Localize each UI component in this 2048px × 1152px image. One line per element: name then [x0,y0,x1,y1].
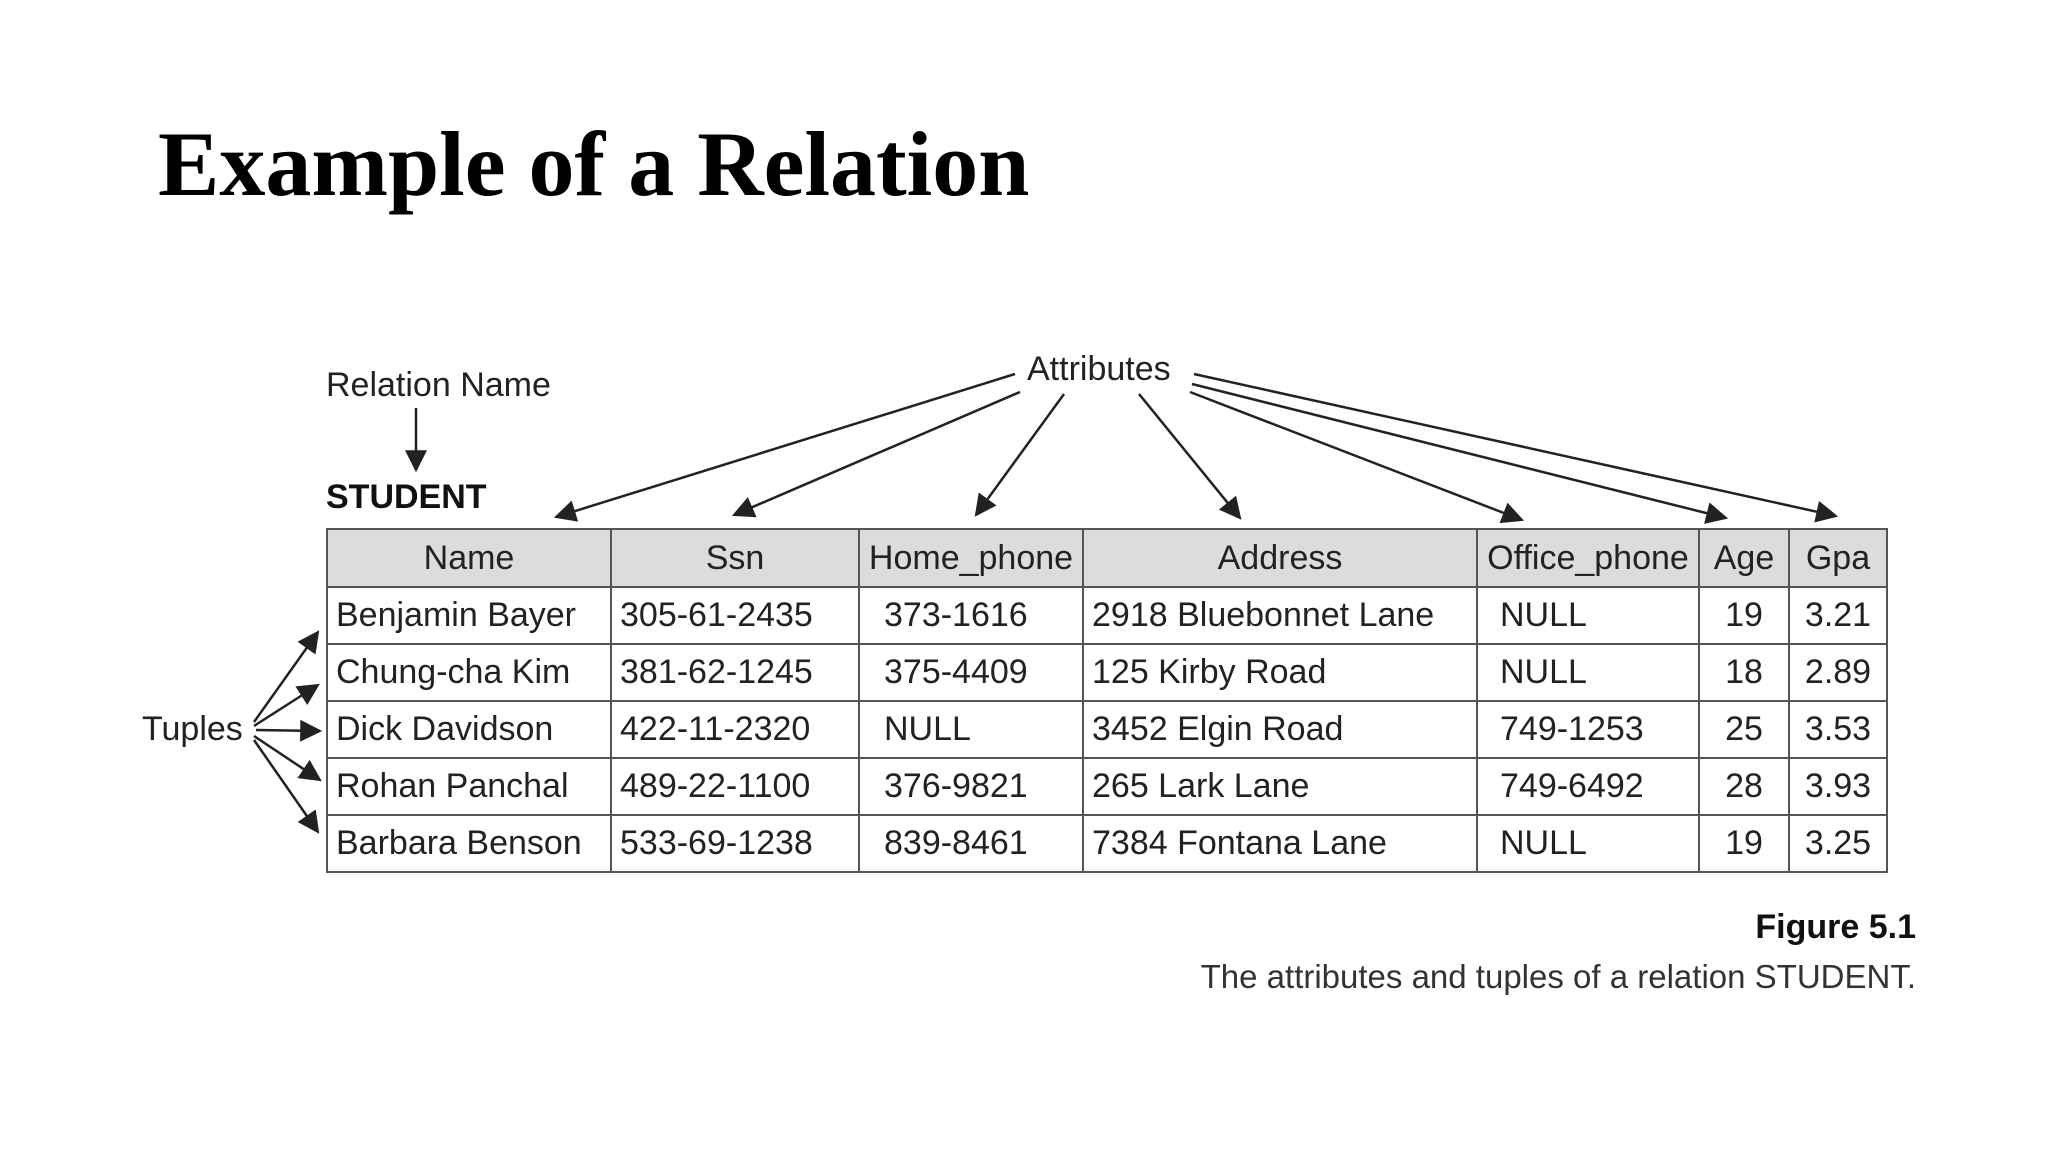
cell-home-phone: 839-8461 [859,815,1083,872]
column-header-office-phone: Office_phone [1477,529,1699,587]
cell-address: 265 Lark Lane [1083,758,1477,815]
cell-age: 25 [1699,701,1789,758]
cell-office-phone: NULL [1477,587,1699,644]
cell-address: 3452 Elgin Road [1083,701,1477,758]
cell-age: 18 [1699,644,1789,701]
cell-home-phone: 373-1616 [859,587,1083,644]
column-header-home-phone: Home_phone [859,529,1083,587]
cell-address: 125 Kirby Road [1083,644,1477,701]
cell-ssn: 305-61-2435 [611,587,859,644]
attribute-arrow-age [1192,384,1726,518]
cell-name: Barbara Benson [327,815,611,872]
cell-office-phone: 749-1253 [1477,701,1699,758]
cell-gpa: 3.93 [1789,758,1887,815]
attribute-arrow-ssn [734,392,1020,515]
attribute-arrow-home-phone [976,394,1064,515]
cell-address: 2918 Bluebonnet Lane [1083,587,1477,644]
header-row [327,529,1887,587]
tuple-arrow-5 [254,740,318,832]
column-header-address: Address [1083,529,1477,587]
relation-name-label: Relation Name [326,366,551,404]
column-header-gpa: Gpa [1789,529,1887,587]
cell-gpa: 2.89 [1789,644,1887,701]
tuple-arrow-4 [254,736,320,780]
attribute-arrow-gpa [1194,374,1836,516]
cell-name: Dick Davidson [327,701,611,758]
table-row [327,701,1887,758]
cell-name: Benjamin Bayer [327,587,611,644]
attribute-arrow-name [556,374,1015,517]
cell-age: 28 [1699,758,1789,815]
tuple-arrow-1 [254,632,318,722]
cell-address: 7384 Fontana Lane [1083,815,1477,872]
column-header-ssn: Ssn [611,529,859,587]
cell-office-phone: NULL [1477,644,1699,701]
cell-ssn: 489-22-1100 [611,758,859,815]
table-row [327,587,1887,644]
tuples-label: Tuples [142,710,243,748]
student-table [326,528,1888,873]
cell-name: Rohan Panchal [327,758,611,815]
cell-age: 19 [1699,587,1789,644]
cell-home-phone: 376-9821 [859,758,1083,815]
cell-age: 19 [1699,815,1789,872]
relation-name: STUDENT [326,478,487,516]
cell-home-phone: NULL [859,701,1083,758]
figure-label: Figure 5.1 [1755,908,1916,946]
attribute-arrow-office-phone [1190,392,1522,520]
attributes-label: Attributes [1027,350,1171,388]
table-row [327,644,1887,701]
column-header-name: Name [327,529,611,587]
cell-ssn: 381-62-1245 [611,644,859,701]
cell-office-phone: 749-6492 [1477,758,1699,815]
column-header-age: Age [1699,529,1789,587]
attribute-arrow-address [1139,394,1240,518]
cell-gpa: 3.53 [1789,701,1887,758]
table-row [327,758,1887,815]
cell-gpa: 3.21 [1789,587,1887,644]
cell-home-phone: 375-4409 [859,644,1083,701]
tuple-arrow-2 [254,685,318,726]
cell-office-phone: NULL [1477,815,1699,872]
cell-name: Chung-cha Kim [327,644,611,701]
cell-gpa: 3.25 [1789,815,1887,872]
table-row [327,815,1887,872]
tuple-arrow-3 [256,730,320,731]
cell-ssn: 533-69-1238 [611,815,859,872]
slide-title: Example of a Relation [158,113,1030,215]
figure-caption: The attributes and tuples of a relation STUDENT. [1200,958,1916,995]
cell-ssn: 422-11-2320 [611,701,859,758]
